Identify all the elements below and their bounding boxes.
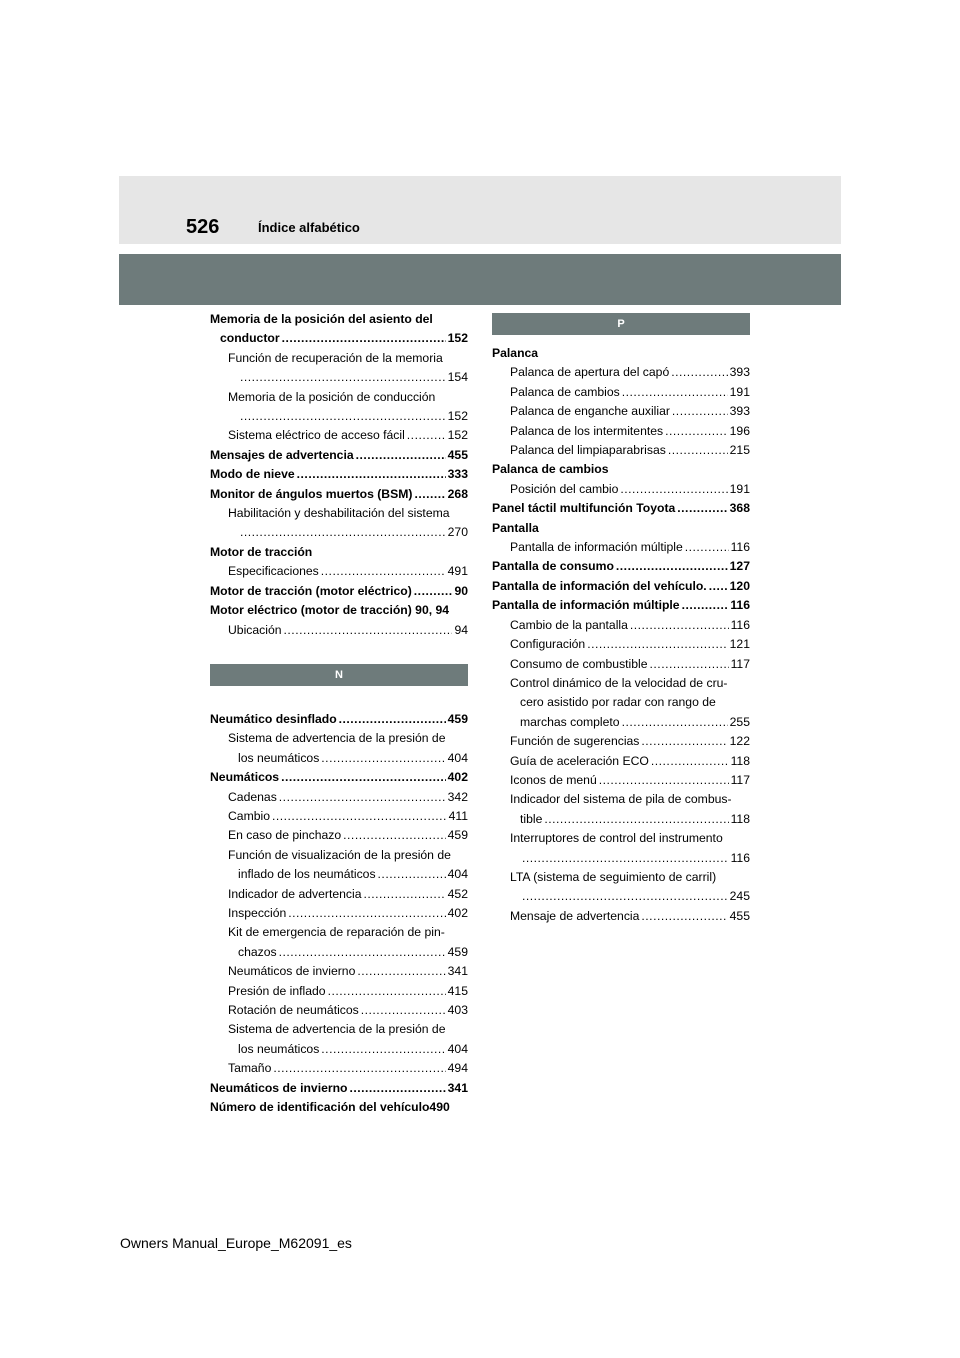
- dot-leader: [343, 826, 446, 845]
- index-entry-row: [210, 807, 468, 826]
- entry-text: Posición del cambio: [510, 481, 619, 496]
- dot-leader: [682, 596, 729, 615]
- index-column-right: [492, 310, 750, 926]
- entry-text: Cambio: [228, 808, 270, 823]
- page-ref: 368: [729, 501, 750, 516]
- page-ref: 116: [730, 540, 750, 555]
- dot-leader: [709, 577, 728, 596]
- index-entry: [492, 577, 750, 596]
- footer-text: Owners Manual_Europe_M62091_es: [120, 1235, 352, 1251]
- dot-leader: [616, 557, 728, 576]
- entry-text: chazos: [238, 944, 277, 959]
- index-subentry: [492, 771, 750, 790]
- entry-text: Motor de tracción (motor eléctrico): [210, 583, 412, 598]
- index-entry-row: [210, 904, 468, 923]
- index-group-n: [210, 710, 468, 1118]
- entry-text: conductor: [220, 331, 280, 346]
- index-column-left: [210, 310, 468, 1117]
- index-entry-row: [492, 752, 750, 771]
- index-entry-row: [210, 426, 468, 445]
- entry-text: Guía de aceleración ECO: [510, 753, 649, 768]
- index-subentry: [492, 790, 750, 829]
- index-entry-row: [210, 826, 468, 845]
- index-subentry: [210, 1059, 468, 1078]
- index-subentry: [210, 621, 468, 640]
- entry-text: Neumático desinflado: [210, 711, 337, 726]
- dot-leader: [240, 523, 446, 542]
- dot-leader: [361, 1001, 446, 1020]
- dot-leader: [339, 710, 446, 729]
- dot-leader: [297, 465, 446, 484]
- page-ref: 402: [447, 770, 468, 785]
- entry-text: tible: [520, 811, 543, 826]
- dot-leader: [641, 907, 727, 926]
- page-ref: 333: [447, 467, 468, 482]
- index-entry-row: [210, 523, 468, 542]
- dot-leader: [240, 407, 446, 426]
- entry-text: Neumáticos de invierno: [210, 1080, 348, 1095]
- dot-leader: [622, 383, 728, 402]
- page-ref: 116: [730, 617, 750, 632]
- index-entry: [492, 460, 750, 479]
- page-ref: 341: [447, 1080, 468, 1095]
- entry-text: Palanca de enganche auxiliar: [510, 404, 670, 419]
- index-entry-row: [492, 538, 750, 557]
- dot-leader: [279, 788, 446, 807]
- page-ref: 342: [447, 789, 468, 804]
- page-ref: 452: [447, 886, 468, 901]
- index-entry-row: [210, 1079, 468, 1098]
- entry-text: Pantalla de información múltiple: [510, 540, 683, 555]
- entry-text: Modo de nieve: [210, 467, 295, 482]
- index-subentry: [492, 674, 750, 732]
- dot-leader: [587, 635, 727, 654]
- entry-text: Pantalla: [492, 520, 539, 535]
- entry-text: cero asistido por radar con rango de: [520, 695, 716, 710]
- index-entry: [492, 519, 750, 538]
- dot-leader: [349, 1079, 445, 1098]
- index-subentry: [492, 480, 750, 499]
- index-entry-row: [210, 621, 468, 640]
- entry-text: Palanca del limpiaparabrisas: [510, 443, 666, 458]
- page-ref: 152: [447, 428, 468, 443]
- dot-leader: [622, 713, 728, 732]
- dot-leader: [321, 562, 446, 581]
- dot-leader: [522, 887, 728, 906]
- entry-text: Monitor de ángulos muertos (BSM): [210, 486, 413, 501]
- index-subentry: [210, 982, 468, 1001]
- index-entry: [492, 344, 750, 363]
- index-subentry: [210, 904, 468, 923]
- index-entry-row: [492, 616, 750, 635]
- dot-leader: [522, 849, 729, 868]
- entry-text: Iconos de menú: [510, 772, 597, 787]
- entry-text: Neumáticos: [210, 770, 280, 785]
- entry-text: Presión de inflado: [228, 983, 326, 998]
- dot-leader: [672, 402, 728, 421]
- dot-leader: [544, 810, 728, 829]
- entry-text: Palanca de cambios: [492, 462, 609, 477]
- page-ref: 402: [447, 905, 468, 920]
- dot-leader: [272, 807, 447, 826]
- index-entry-row: [210, 885, 468, 904]
- index-entry: [210, 310, 468, 349]
- dot-leader: [357, 962, 445, 981]
- entry-text: Motor eléctrico (motor de tracción) 90, 94: [210, 603, 450, 618]
- page-ref: 215: [729, 443, 750, 458]
- dot-leader: [356, 446, 446, 465]
- letter-heading-p: P: [492, 313, 750, 335]
- page-ref: 117: [730, 772, 750, 787]
- index-entry-row: [210, 768, 468, 787]
- index-entry: [492, 557, 750, 576]
- page-ref: 196: [729, 423, 750, 438]
- entry-text: Función de sugerencias: [510, 734, 640, 749]
- entry-text: Tamaño: [228, 1061, 272, 1076]
- dot-leader: [282, 329, 446, 348]
- entry-text: Palanca de los intermitentes: [510, 423, 664, 438]
- index-subentry: [492, 752, 750, 771]
- page-title: Índice alfabético: [258, 220, 360, 235]
- index-subentry: [492, 616, 750, 635]
- entry-text: Especificaciones: [228, 564, 319, 579]
- page-ref: 404: [447, 867, 468, 882]
- index-entry-row: [492, 363, 750, 382]
- page-ref: 116: [730, 598, 750, 613]
- index-entry-row: [210, 943, 468, 962]
- index-subentry: [210, 885, 468, 904]
- entry-text: Cadenas: [228, 789, 277, 804]
- entry-text: LTA (sistema de seguimiento de carril): [510, 869, 717, 884]
- dot-leader: [685, 538, 729, 557]
- dot-leader: [677, 499, 727, 518]
- dot-leader: [414, 582, 453, 601]
- page-ref: 341: [447, 964, 468, 979]
- index-entry-row: [210, 368, 468, 387]
- index-entry-row: [492, 480, 750, 499]
- index-entry-row: [492, 402, 750, 421]
- page-ref: 127: [729, 559, 750, 574]
- page-ref: 415: [447, 983, 468, 998]
- entry-text: marchas completo: [520, 714, 620, 729]
- entry-text: En caso de pinchazo: [228, 828, 342, 843]
- index-subentry: [210, 788, 468, 807]
- page-ref: 122: [729, 734, 750, 749]
- index-subentry: [210, 426, 468, 445]
- entry-text: Función de recuperación de la memoria: [228, 350, 443, 365]
- entry-text: Pantalla de información múltiple: [492, 598, 680, 613]
- index-subentry: [492, 635, 750, 654]
- dot-leader: [665, 422, 728, 441]
- dot-leader: [240, 368, 446, 387]
- index-entry-row: [210, 710, 468, 729]
- page-ref: 459: [447, 944, 468, 959]
- dot-leader: [651, 752, 729, 771]
- index-entry-row: [210, 962, 468, 981]
- index-entry-row: [210, 485, 468, 504]
- dot-leader: [284, 621, 453, 640]
- index-entry: [210, 446, 468, 465]
- index-entry-row: [492, 557, 750, 576]
- page-ref: 191: [729, 384, 750, 399]
- page-ref: 120: [729, 578, 750, 593]
- entry-text: Pantalla de consumo: [492, 559, 614, 574]
- entry-text: Interruptores de control del instrumento: [510, 831, 723, 846]
- index-subentry: [210, 807, 468, 826]
- index-subentry: [492, 732, 750, 751]
- index-entry-row: [210, 865, 468, 884]
- index-subentry: [492, 402, 750, 421]
- index-entry-row: [492, 810, 750, 829]
- index-entry: [210, 1098, 468, 1117]
- page-ref: 393: [729, 404, 750, 419]
- entry-text: Kit de emergencia de reparación de pin-: [228, 925, 445, 940]
- index-subentry: [492, 363, 750, 382]
- page-ref: 94: [454, 622, 468, 637]
- index-entry-row: [492, 732, 750, 751]
- dot-leader: [273, 1059, 445, 1078]
- index-subentry: [492, 868, 750, 907]
- entry-text: Memoria de la posición de conducción: [228, 389, 436, 404]
- entry-text: los neumáticos: [238, 750, 320, 765]
- page-ref: 270: [447, 525, 468, 540]
- index-entry-row: [210, 407, 468, 426]
- entry-text: inflado de los neumáticos: [238, 867, 376, 882]
- entry-text: Mensajes de advertencia: [210, 447, 354, 462]
- index-group-p: [492, 344, 750, 926]
- dot-leader: [328, 982, 446, 1001]
- entry-text: Función de visualización de la presión de: [228, 847, 451, 862]
- page-ref: 404: [447, 750, 468, 765]
- entry-text: Consumo de combustible: [510, 656, 648, 671]
- index-entry-row: [210, 1059, 468, 1078]
- dot-leader: [407, 426, 446, 445]
- entry-text: Palanca: [492, 346, 539, 360]
- index-entry-row: [492, 771, 750, 790]
- page-ref: 191: [729, 481, 750, 496]
- index-entry-row: [492, 441, 750, 460]
- index-entry: [210, 543, 468, 562]
- entry-text: Configuración: [510, 637, 586, 652]
- index-entry: [210, 601, 468, 620]
- page-ref: 455: [447, 447, 468, 462]
- page-ref: 268: [447, 486, 468, 501]
- page-ref: 491: [447, 564, 468, 579]
- dot-leader: [641, 732, 727, 751]
- entry-text: Palanca de apertura del capó: [510, 365, 670, 380]
- page-ref: 459: [447, 711, 468, 726]
- index-entry: [492, 499, 750, 518]
- dot-leader: [321, 749, 445, 768]
- entry-text: Ubicación: [228, 622, 282, 637]
- index-entry-row: [210, 329, 468, 348]
- index-subentry: [210, 349, 468, 388]
- page-ref: 255: [729, 714, 750, 729]
- index-entry-row: [492, 577, 750, 596]
- index-entry-row: [492, 907, 750, 926]
- header-top-band: [119, 176, 841, 244]
- index-entry-row: [492, 596, 750, 615]
- index-subentry: [492, 655, 750, 674]
- index-subentry: [210, 1001, 468, 1020]
- index-entry-row: [210, 1040, 468, 1059]
- page-ref: 118: [730, 811, 750, 826]
- index-entry-row: [210, 1001, 468, 1020]
- letter-heading-n: N: [210, 664, 468, 686]
- entry-text: Panel táctil multifunción Toyota: [492, 501, 676, 516]
- page-ref: 116: [730, 850, 750, 865]
- index-subentry: [492, 441, 750, 460]
- page-number: 526: [186, 216, 220, 238]
- dot-leader: [620, 480, 727, 499]
- index-entry-row: [210, 446, 468, 465]
- entry-text: Número de identificación del vehículo490: [210, 1100, 450, 1115]
- index-entry: [492, 596, 750, 615]
- index-entry-row: [492, 713, 750, 732]
- entry-text: Control dinámico de la velocidad de cru-: [510, 675, 728, 690]
- index-entry-row: [492, 499, 750, 518]
- index-group-m: [210, 310, 468, 640]
- entry-text: los neumáticos: [238, 1041, 320, 1056]
- dot-leader: [279, 943, 446, 962]
- entry-text: Indicador de advertencia: [228, 886, 362, 901]
- entry-text: Mensaje de advertencia: [510, 908, 640, 923]
- index-subentry: [210, 826, 468, 845]
- page-ref: 154: [447, 370, 468, 385]
- index-subentry: [210, 962, 468, 981]
- index-subentry: [210, 729, 468, 768]
- page-ref: 403: [447, 1003, 468, 1017]
- page-ref: 121: [729, 637, 750, 652]
- entry-text: Memoria de la posición del asiento del: [210, 312, 433, 326]
- entry-text: Palanca de cambios: [510, 384, 620, 399]
- entry-text: Cambio de la pantalla: [510, 617, 628, 632]
- entry-text: Motor de tracción: [210, 544, 313, 559]
- index-entry: [210, 582, 468, 601]
- index-entry: [210, 465, 468, 484]
- index-entry-row: [492, 635, 750, 654]
- index-subentry: [492, 422, 750, 441]
- dot-leader: [650, 655, 729, 674]
- index-subentry: [492, 907, 750, 926]
- index-entry-row: [492, 383, 750, 402]
- index-entry-row: [210, 788, 468, 807]
- dot-leader: [668, 441, 728, 460]
- dot-leader: [363, 885, 445, 904]
- page-ref: 90: [454, 583, 468, 598]
- index-entry-row: [492, 887, 750, 906]
- header-dark-band: [119, 254, 841, 305]
- page-ref: 118: [730, 753, 750, 768]
- index-entry: [210, 485, 468, 504]
- page-ref: 245: [729, 889, 750, 904]
- index-entry-row: [210, 562, 468, 581]
- index-entry-row: [210, 582, 468, 601]
- page-ref: 455: [729, 908, 750, 923]
- dot-leader: [599, 771, 729, 790]
- index-entry-row: [492, 422, 750, 441]
- dot-leader: [414, 485, 445, 504]
- index-subentry: [492, 383, 750, 402]
- page-ref: 152: [447, 331, 468, 346]
- entry-text: Sistema de advertencia de la presión de: [228, 1022, 446, 1037]
- page-ref: 411: [448, 808, 468, 823]
- page-ref: 404: [447, 1041, 468, 1056]
- dot-leader: [321, 1040, 445, 1059]
- dot-leader: [671, 363, 727, 382]
- entry-text: Sistema eléctrico de acceso fácil: [228, 428, 405, 443]
- page-ref: 117: [730, 656, 750, 671]
- index-entry-row: [492, 849, 750, 868]
- entry-text: Indicador del sistema de pila de combus-: [510, 792, 732, 807]
- index-subentry: [210, 846, 468, 885]
- index-subentry: [210, 504, 468, 543]
- index-subentry: [492, 538, 750, 557]
- dot-leader: [378, 865, 446, 884]
- index-subentry: [210, 1020, 468, 1059]
- page-ref: 459: [447, 828, 468, 843]
- index-entry-row: [210, 465, 468, 484]
- entry-text: Pantalla de información del vehículo.: [492, 578, 707, 593]
- index-entry-row: [210, 982, 468, 1001]
- entry-text: Sistema de advertencia de la presión de: [228, 731, 446, 746]
- index-subentry: [492, 829, 750, 868]
- index-entry: [210, 768, 468, 787]
- entry-text: Neumáticos de invierno: [228, 964, 356, 979]
- index-entry: [210, 1079, 468, 1098]
- dot-leader: [630, 616, 729, 635]
- index-entry: [210, 710, 468, 729]
- page-ref: 494: [447, 1061, 468, 1076]
- index-subentry: [210, 388, 468, 427]
- index-entry-row: [210, 749, 468, 768]
- entry-text: Habilitación y deshabilitación del sistema: [228, 506, 450, 521]
- dot-leader: [288, 904, 445, 923]
- page-ref: 393: [729, 365, 750, 380]
- dot-leader: [281, 768, 446, 787]
- index-subentry: [210, 923, 468, 962]
- index-subentry: [210, 562, 468, 581]
- entry-text: Inspección: [228, 905, 287, 920]
- index-entry-row: [492, 655, 750, 674]
- page-ref: 152: [447, 409, 468, 424]
- entry-text: Rotación de neumáticos: [228, 1003, 359, 1017]
